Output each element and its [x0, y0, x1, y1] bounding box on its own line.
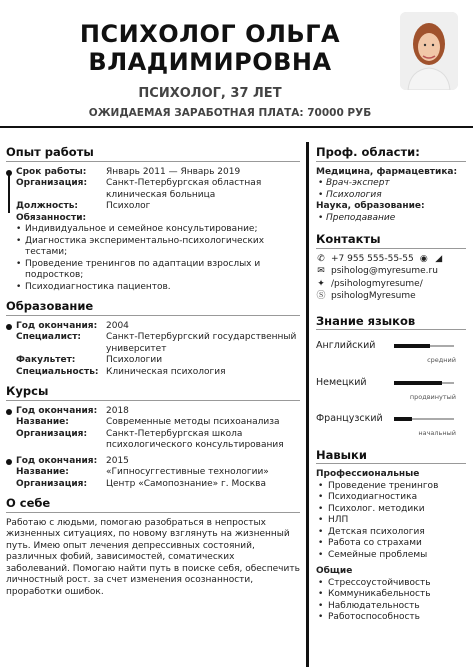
faculty-value: Психологии [106, 355, 163, 365]
specialty-label: Специальность: [16, 366, 99, 377]
language-name: Немецкий [316, 376, 367, 388]
language-name: Английский [316, 340, 376, 352]
contact-skype[interactable] [316, 291, 466, 303]
spec-label: Специалист: [16, 332, 82, 342]
org-value: Санкт-Петербургская областная клиническая больница [106, 178, 262, 200]
org-value: Центр «Самопознание» г. Москва [106, 478, 266, 489]
phone-value: +7 955 555-55-55 [331, 253, 414, 264]
position-label: Должность: [16, 201, 78, 211]
section-title-skills: Навыки [316, 450, 466, 465]
list-item: • Работоспособность [316, 612, 466, 624]
header-divider [0, 126, 473, 128]
faculty-label: Факультет: [16, 355, 76, 365]
year-label: Год окончания: [16, 320, 98, 331]
twitter-value[interactable]: /psihologmyresume/ [331, 278, 423, 289]
period-label: Срок работы: [16, 166, 87, 177]
list-item: • Стрессоустойчивость [316, 578, 466, 590]
contact-phone [316, 254, 466, 266]
language-level-bar [394, 345, 454, 347]
year-label: Год окончания: [16, 405, 98, 416]
spec-value: Санкт-Петербургский государственный университет [106, 332, 297, 354]
list-item: • Проведение тренингов [316, 481, 466, 493]
language-level-bar [394, 418, 454, 420]
section-title-education: Образование [6, 301, 300, 316]
timeline-dot [6, 409, 12, 415]
contact-email[interactable] [316, 266, 466, 278]
education-entry [6, 321, 300, 379]
name-line-2: ВЛАДИМИРОВНА [88, 48, 332, 76]
experience-entry [6, 167, 300, 294]
list-item: • НЛП [316, 515, 466, 527]
level-fill [394, 381, 442, 385]
language-name: Французский [316, 413, 383, 425]
course-name-label: Название: [16, 417, 69, 427]
section-title-prof-areas: Проф. области: [316, 147, 466, 162]
specialty-value: Клиническая психология [106, 366, 226, 377]
prof-group-title: Медицина, фармацевтика: [316, 166, 458, 177]
timeline-dot [6, 170, 12, 176]
period-value: Январь 2011 — Январь 2019 [106, 166, 241, 177]
profile-photo [400, 12, 458, 90]
list-item: • Психодиагностика [316, 492, 466, 504]
org-label: Организация: [16, 178, 88, 188]
course-name-value: Современные методы психоанализа [106, 417, 280, 427]
email-value[interactable]: psiholog@myresume.ru [331, 266, 438, 276]
course-entry [6, 406, 300, 452]
list-item: • Коммуникабельность [316, 589, 466, 601]
section-title-courses: Курсы [6, 386, 300, 401]
list-item: • Работа со страхами [316, 538, 466, 550]
name-line-1: ПСИХОЛОГ ОЛЬГА [79, 20, 341, 48]
language-item [316, 413, 466, 440]
viber-icon: ◉ [419, 253, 428, 264]
section-title-contacts: Контакты [316, 234, 466, 249]
list-item: • Преподавание [316, 213, 466, 225]
language-item [316, 340, 466, 367]
year-value: 2004 [106, 320, 129, 331]
level-fill [394, 417, 412, 421]
list-item: • Наблюдательность [316, 601, 466, 613]
phone-icon: ✆ [317, 253, 325, 264]
prof-group-title: Наука, образование: [316, 201, 425, 211]
right-column [316, 147, 466, 624]
year-value: 2015 [106, 455, 129, 466]
list-item: • Семейные проблемы [316, 550, 466, 562]
timeline-dot [6, 324, 12, 330]
timeline-dot [6, 459, 12, 465]
twitter-icon: ✦ [317, 278, 325, 289]
list-item: • Детская психология [316, 527, 466, 539]
list-item: • Проведение тренингов по адаптации взрослых и подростков; [16, 259, 300, 282]
language-level-bar [394, 382, 454, 384]
expected-salary: ОЖИДАЕМАЯ ЗАРАБОТНАЯ ПЛАТА: 70000 РУБ [88, 107, 372, 119]
language-level: продвинутый [409, 392, 456, 401]
telegram-icon: ◢ [435, 253, 443, 264]
org-label: Организация: [16, 428, 88, 439]
column-divider [306, 142, 309, 667]
about-text: Работаю с людьми, помогаю разобраться в непростых жизненных ситуациях, по новому взглянуть на жизненный путь. Имею опыт лечения депрессивных состояний, различных фобий, зависимостей, соматических заболеваний. Помогаю найти путь в поиске себя, обеспечить личностный рост. за счет изменения осознанности, проработки ошибок. [6, 517, 300, 597]
skype-value[interactable]: psihologMyresume [331, 291, 416, 301]
resume-header [0, 0, 473, 128]
contact-twitter[interactable] [316, 279, 466, 291]
list-item: • Психолог. методики [316, 504, 466, 516]
email-icon: ✉ [317, 266, 325, 276]
list-item: • Врач-эксперт [316, 178, 466, 190]
skype-icon: Ⓢ [316, 291, 326, 301]
candidate-name [40, 20, 380, 76]
duties-list [6, 224, 300, 293]
candidate-title: ПСИХОЛОГ, 37 ЛЕТ [138, 86, 282, 101]
org-label: Организация: [16, 478, 88, 489]
position-value: Психолог [106, 201, 151, 211]
level-fill [394, 344, 430, 348]
left-column [6, 147, 300, 598]
course-entry [6, 456, 300, 491]
section-title-languages: Знание языков [316, 316, 466, 331]
duties-label: Обязанности: [16, 212, 87, 223]
year-value: 2018 [106, 405, 129, 416]
section-title-experience: Опыт работы [6, 147, 300, 162]
section-title-about: О себе [6, 498, 300, 513]
year-label: Год окончания: [16, 455, 98, 466]
language-level: средний [427, 356, 456, 364]
course-name-value: «Гипносуггестивные технологии» [106, 467, 269, 477]
course-name-label: Название: [16, 467, 69, 477]
list-item: • Психодиагностика пациентов. [16, 282, 300, 294]
skills-group-title: Общие [316, 566, 353, 576]
list-item: • Диагностика экспериментально-психологических тестами; [16, 236, 300, 259]
language-item [316, 377, 466, 404]
org-value: Санкт-Петербургская школа психологического консультирования [106, 428, 284, 450]
list-item: • Психология [316, 190, 466, 202]
list-item: • Индивидуальное и семейное консультирование; [16, 224, 300, 236]
language-level: начальный [418, 429, 456, 437]
skills-group-title: Профессиональные [316, 469, 420, 479]
